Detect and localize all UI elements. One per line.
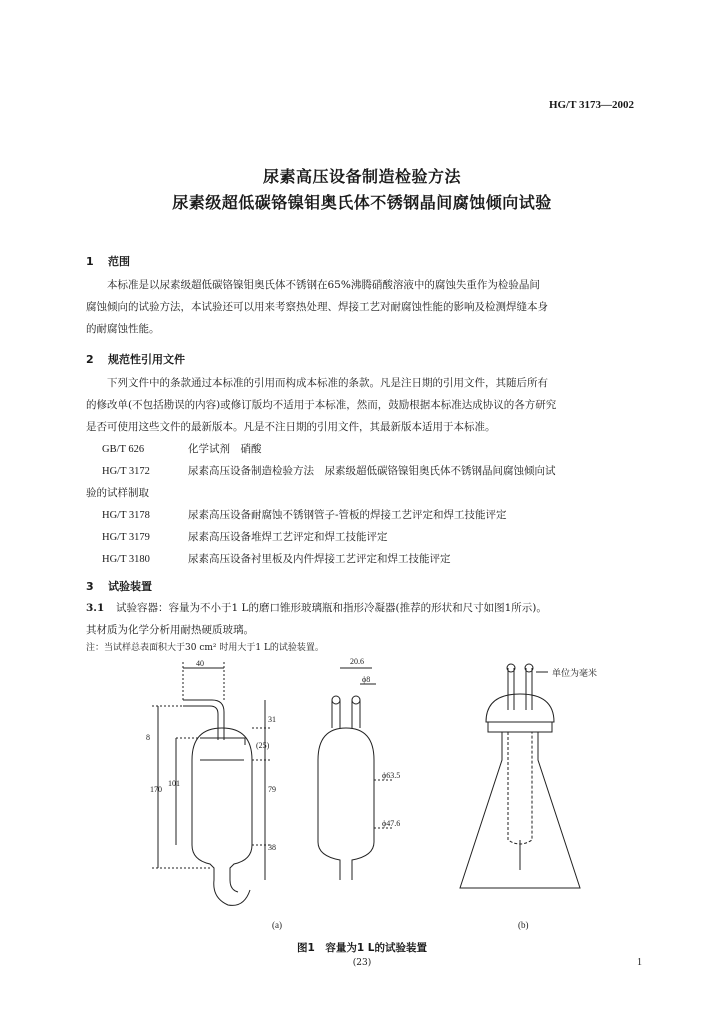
reference-text: 尿素高压设备衬里板及内件焊接工艺评定和焊工技能评定: [188, 553, 451, 565]
reference-item: [102, 548, 451, 571]
reference-text: 尿素高压设备制造检验方法 尿素级超低碳铬镍钼奥氏体不锈钢晶间腐蚀倾向试: [188, 465, 556, 477]
dim-38: 38: [268, 843, 276, 852]
dim-20-6: 20.6: [350, 657, 364, 666]
reference-code: HG/T 3179: [102, 532, 150, 543]
dim-79: 79: [268, 785, 276, 794]
dim-170: 170: [150, 785, 162, 794]
dim-phi8: ϕ8: [362, 675, 371, 684]
reference-item: [102, 460, 556, 483]
section-2-heading: [86, 351, 185, 367]
section-3-body: [86, 597, 642, 641]
reference-item: [102, 438, 262, 461]
section-1-heading: [86, 253, 130, 269]
test-assembly-drawing: [460, 664, 580, 888]
section-2-body: [86, 372, 642, 438]
paragraph-line: 其材质为化学分析用耐热硬质玻璃。: [86, 624, 254, 636]
figure-label-a: (a): [272, 920, 282, 930]
document-title-line2: 尿素级超低碳铬镍钼奥氏体不锈钢晶间腐蚀倾向试验: [172, 193, 552, 212]
section-number: 2: [86, 353, 94, 366]
page-number: 1: [637, 957, 642, 968]
reference-text: 尿素高压设备堆焊工艺评定和焊工技能评定: [188, 531, 388, 543]
dim-8: 8: [146, 733, 150, 742]
paragraph-line: 下列文件中的条款通过本标准的引用而构成本标准的条款。凡是注日期的引用文件，其随后所有: [107, 377, 548, 389]
reference-code: HG/T 3180: [102, 554, 150, 565]
figure-caption: 图1 容量为1 L的试验装置: [297, 942, 427, 954]
dim-31: 31: [268, 715, 276, 724]
unit-note: 单位为毫米: [552, 669, 598, 679]
dim-101: 101: [168, 779, 180, 788]
paragraph-line: 的耐腐蚀性能。: [86, 323, 160, 335]
reference-code: HG/T 3178: [102, 510, 150, 521]
figure-1-drawing: [0, 650, 724, 930]
reference-item: [102, 526, 388, 549]
dim-25: (25): [256, 741, 270, 750]
standard-code: HG/T 3173—2002: [548, 99, 634, 111]
paragraph-line: 本标准是以尿素级超低碳铬镍钼奥氏体不锈钢在65%沸腾硝酸溶液中的腐蚀失重作为检验晶间: [107, 279, 540, 291]
section-3-heading: [86, 578, 152, 594]
section-1-body: [86, 274, 642, 340]
note: 注：当试样总表面积大于30 cm² 时用大于1 L的试验装置。: [86, 643, 324, 653]
figure-label-b: (b): [518, 920, 529, 930]
section-title: 试验装置: [108, 580, 152, 593]
paragraph-line: [86, 597, 642, 619]
page-mark: (23): [352, 958, 372, 968]
section-number: 1: [86, 255, 94, 268]
reference-code: HG/T 3172: [102, 466, 150, 477]
subsection-text: 试验容器：容量为不小于1 L的磨口锥形玻璃瓶和指形冷凝器(推荐的形状和尺寸如图1所示)。: [116, 602, 547, 614]
dim-40: 40: [196, 659, 204, 668]
subsection-number: 3.1: [86, 602, 105, 614]
reference-item: [102, 504, 507, 527]
dim-phi63-5: ϕ63.5: [382, 771, 401, 780]
section-title: 范围: [108, 255, 130, 268]
section-title: 规范性引用文件: [108, 353, 185, 366]
paragraph-line: 腐蚀倾向的试验方法，本试验还可以用来考察热处理、焊接工艺对耐腐蚀性能的影响及检测焊缝本身: [86, 301, 548, 313]
reference-text: 化学试剂 硝酸: [188, 443, 262, 455]
dim-phi47-6: ϕ47.6: [382, 819, 401, 828]
document-title-line1: 尿素高压设备制造检验方法: [262, 167, 461, 186]
reference-text: 尿素高压设备耐腐蚀不锈钢管子-管板的焊接工艺评定和焊工技能评定: [188, 509, 507, 521]
paragraph-line: 的修改单(不包括勘误的内容)或修订版均不适用于本标准，然而，鼓励根据本标准达成协议的各方研究: [86, 399, 557, 411]
reference-continuation: 验的试样制取: [86, 487, 149, 499]
reference-code: GB/T 626: [102, 444, 145, 455]
paragraph-line: 是否可使用这些文件的最新版本。凡是不注日期的引用文件，其最新版本适用于本标准。: [86, 421, 496, 433]
section-number: 3: [86, 580, 94, 593]
